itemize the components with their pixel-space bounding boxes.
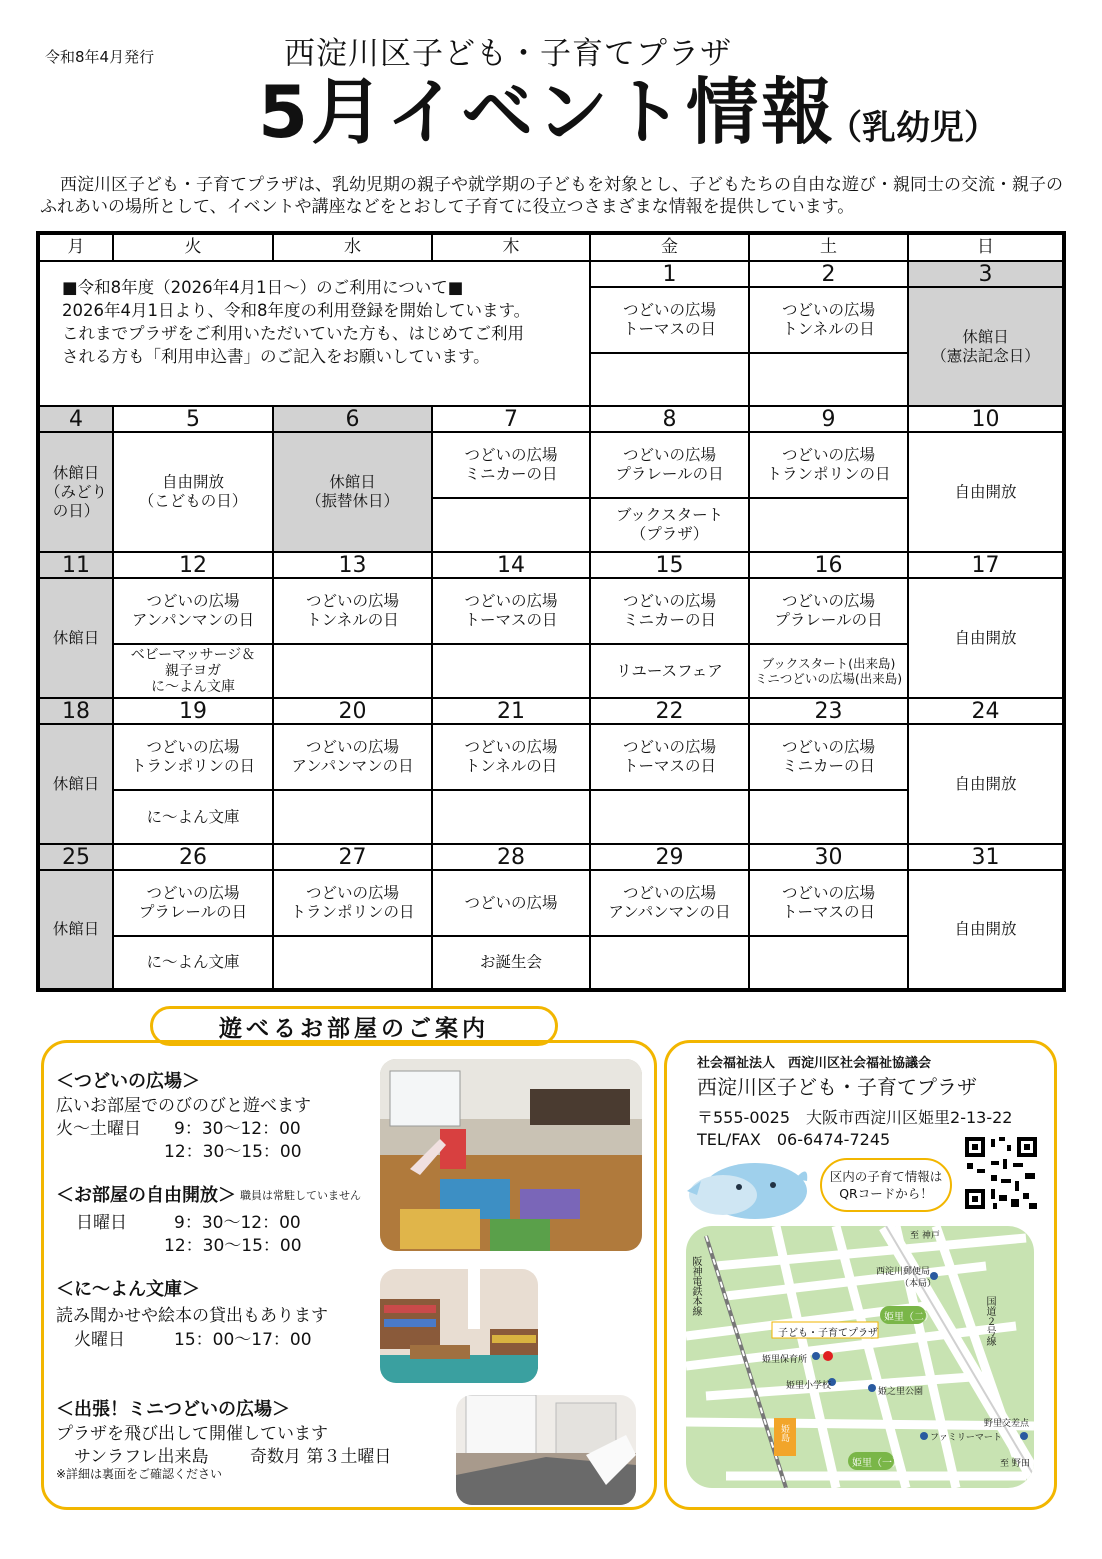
bunko-days: 火曜日 xyxy=(74,1330,125,1350)
notice-line: 2026年4月1日より、令和8年度の利用登録を開始しています。 xyxy=(62,301,531,320)
day-number-23-text: 23 xyxy=(814,698,843,724)
day-number-14 xyxy=(432,552,590,578)
day-event-9-a-text: つどいの広場 トランポリンの日 xyxy=(766,446,891,483)
day-event-20-a-text: つどいの広場 アンパンマンの日 xyxy=(291,738,414,775)
day-number-8 xyxy=(590,406,749,432)
day-event-8-a xyxy=(590,432,749,498)
day-event-17-text: 自由開放 xyxy=(954,628,1017,647)
plaza-tel: TEL/FAX 06-6474-7245 xyxy=(697,1130,891,1149)
day-number-9-text: 9 xyxy=(821,406,836,432)
day-event-24-text: 自由開放 xyxy=(954,774,1017,793)
day-number-19-text: 19 xyxy=(179,698,207,724)
day-event-7-a xyxy=(432,432,590,498)
day-event-15-a xyxy=(590,578,749,644)
mini-when: 奇数月 第３土曜日 xyxy=(250,1447,392,1467)
map-family-mart: ファミリーマート xyxy=(930,1433,1002,1443)
day-event-19-a-text: つどいの広場 トランポリンの日 xyxy=(130,738,255,775)
day-event-3 xyxy=(908,287,1063,406)
day-event-28-a-text: つどいの広場 xyxy=(464,893,558,912)
day-number-3-text: 3 xyxy=(978,261,993,287)
free-time-1: 9：30～12：00 xyxy=(174,1213,301,1233)
day-number-20 xyxy=(273,698,432,724)
day-number-28 xyxy=(432,844,590,870)
notice-line: される方も「利用申込書」のご記入をお願いしています。 xyxy=(62,347,490,366)
day-event-25-text: 休館日 xyxy=(52,920,100,938)
day-event-7-b xyxy=(432,498,590,552)
day-event-11-text: 休館日 xyxy=(52,628,100,647)
day-number-5 xyxy=(113,406,273,432)
tsudoi-days: 火～土曜日 xyxy=(56,1119,141,1139)
day-number-22-text: 22 xyxy=(655,698,684,724)
map-railway-line: 阪神電鉄本線 xyxy=(690,1256,701,1316)
map-to-kobe: 至 神戸 xyxy=(910,1231,940,1241)
day-number-18-text: 18 xyxy=(62,698,90,724)
weekday-4 xyxy=(590,234,749,261)
notice-line: ■令和8年度（2026年4月1日～）のご利用について■ xyxy=(62,278,464,297)
day-event-16-a xyxy=(749,578,908,644)
weekday-0 xyxy=(39,234,113,261)
day-number-1-text: 1 xyxy=(662,261,677,287)
intro-text: 西淀川区子ども・子育てプラザは、乳幼児期の親子や就学期の子どもを対象とし、子どもたちの自由な遊び・親同士の交流・親子のふれあいの場所として、イベントや講座などをとおして子育てに役立つさまざまな情報を提供しています。 xyxy=(40,175,1063,217)
map-station: 姫島 xyxy=(779,1424,789,1442)
bunko-desc: 読み聞かせや絵本の貸出もあります xyxy=(56,1306,328,1326)
whale-icon xyxy=(683,1151,813,1227)
map-post-office: 西淀川郵便局 xyxy=(876,1267,931,1277)
day-event-8-a-text: つどいの広場 プラレールの日 xyxy=(615,446,724,483)
org-name: 社会福祉法人 西淀川区社会福祉協議会 xyxy=(697,1056,932,1071)
day-number-18 xyxy=(39,698,113,724)
notice-box xyxy=(39,261,590,406)
day-number-25 xyxy=(39,844,113,870)
day-event-17 xyxy=(908,578,1063,698)
tsudoi-desc: 広いお部屋でのびのびと遊べます xyxy=(56,1096,311,1116)
day-event-23-a-text: つどいの広場 ミニカーの日 xyxy=(781,738,875,775)
mini-desc: プラザを飛び出して開催しています xyxy=(56,1424,328,1444)
qr-callout xyxy=(820,1158,952,1212)
day-event-16-a-text: つどいの広場 プラレールの日 xyxy=(774,592,883,629)
rooms-heading: 遊べるお部屋のご案内 xyxy=(150,1006,558,1046)
day-number-1 xyxy=(590,261,749,287)
day-number-12-text: 12 xyxy=(179,552,207,578)
day-number-7-text: 7 xyxy=(504,406,518,432)
mini-note: ※詳細は裏面をご確認ください xyxy=(56,1467,223,1481)
day-event-21-a-text: つどいの広場 トンネルの日 xyxy=(464,738,558,775)
day-event-26-a-text: つどいの広場 プラレールの日 xyxy=(138,884,248,921)
map-himesato-1: 姫里（一） xyxy=(852,1458,902,1469)
weekday-3 xyxy=(432,234,590,261)
day-number-6 xyxy=(273,406,432,432)
day-number-24 xyxy=(908,698,1063,724)
day-event-26-b-text: に～よん文庫 xyxy=(146,953,240,971)
weekday-0-text: 月 xyxy=(67,237,85,257)
day-event-7-a-text: つどいの広場 ミニカーの日 xyxy=(464,446,558,483)
day-event-15-a-text: つどいの広場 ミニカーの日 xyxy=(622,592,716,629)
day-event-1-a-text: つどいの広場 トーマスの日 xyxy=(622,301,716,338)
plaza-name: 西淀川区子ども・子育てプラザ xyxy=(284,36,732,72)
qr-note-line1: 区内の子育て情報は xyxy=(829,1169,943,1184)
day-number-14-text: 14 xyxy=(497,552,525,578)
day-event-23-b xyxy=(749,790,908,844)
day-number-16-text: 16 xyxy=(814,552,843,578)
map-route-2: 国道２号線 xyxy=(984,1296,995,1346)
day-number-29 xyxy=(590,844,749,870)
day-number-2-text: 2 xyxy=(821,261,836,287)
day-number-13 xyxy=(273,552,432,578)
day-event-14-b xyxy=(432,644,590,698)
day-event-19-a xyxy=(113,724,273,790)
day-number-30 xyxy=(749,844,908,870)
map-nursery: 姫里保育所 xyxy=(762,1355,808,1365)
day-event-12-b-text: ベビーマッサージ＆ 親子ヨガ に～よん文庫 xyxy=(130,647,256,695)
day-event-6-text: 休館日 （振替休日） xyxy=(305,473,399,510)
day-event-8-b-text: ブックスタート （プラザ） xyxy=(615,506,724,543)
day-event-6 xyxy=(273,432,432,552)
map-school: 姫里小学校 xyxy=(786,1381,832,1391)
day-event-12-b xyxy=(113,644,273,698)
day-number-21-text: 21 xyxy=(497,698,525,724)
tsudoi-title: ＜つどいの広場＞ xyxy=(56,1071,200,1092)
page-title: 5月イベント情報 xyxy=(258,70,837,154)
weekday-4-text: 金 xyxy=(661,237,678,257)
access-map xyxy=(686,1226,1034,1488)
day-number-15-text: 15 xyxy=(655,552,684,578)
bunko-time: 15：00～17：00 xyxy=(174,1330,312,1350)
weekday-5-text: 土 xyxy=(820,237,837,257)
weekday-6-text: 日 xyxy=(977,237,994,257)
day-event-10-text: 自由開放 xyxy=(954,482,1017,501)
day-number-27-text: 27 xyxy=(338,844,367,870)
day-event-30-a-text: つどいの広場 トーマスの日 xyxy=(781,884,875,921)
day-event-29-a xyxy=(590,870,749,936)
day-number-24-text: 24 xyxy=(971,698,1000,724)
day-event-5 xyxy=(113,432,273,552)
photo-bunko-room xyxy=(380,1269,538,1383)
day-event-29-b xyxy=(590,936,749,989)
day-number-31 xyxy=(908,844,1063,870)
qr-code-icon xyxy=(963,1135,1039,1211)
day-event-21-a xyxy=(432,724,590,790)
map-park: 姫之里公園 xyxy=(878,1387,924,1397)
day-event-27-b xyxy=(273,936,432,989)
day-event-30-a xyxy=(749,870,908,936)
issue-date: 令和8年4月発行 xyxy=(45,48,155,66)
day-event-18-text: 休館日 xyxy=(52,774,100,793)
day-event-2-a xyxy=(749,287,908,353)
day-number-4 xyxy=(39,406,113,432)
day-number-2 xyxy=(749,261,908,287)
day-event-22-b xyxy=(590,790,749,844)
day-event-16-b xyxy=(749,644,908,698)
page-subtitle: （乳幼児） xyxy=(828,108,998,148)
day-number-16 xyxy=(749,552,908,578)
photo-mini-room xyxy=(456,1395,636,1505)
day-event-30-b xyxy=(749,936,908,989)
day-number-6-text: 6 xyxy=(345,406,360,432)
day-event-15-b-text: リユースフェア xyxy=(616,661,723,680)
day-number-11 xyxy=(39,552,113,578)
day-number-10-text: 10 xyxy=(971,406,1000,432)
day-event-11 xyxy=(39,578,113,698)
day-event-15-b xyxy=(590,644,749,698)
day-event-14-a xyxy=(432,578,590,644)
day-number-15 xyxy=(590,552,749,578)
free-time-2: 12：30～15：00 xyxy=(164,1236,302,1256)
day-event-10 xyxy=(908,432,1063,552)
day-event-22-a-text: つどいの広場 トーマスの日 xyxy=(622,738,716,775)
day-number-5-text: 5 xyxy=(186,406,200,432)
day-event-18 xyxy=(39,724,113,844)
mini-place: サンラフレ出来島 xyxy=(74,1447,209,1467)
day-event-4-text: 休館日 （みどり の日） xyxy=(44,463,107,520)
day-event-27-a xyxy=(273,870,432,936)
weekday-2-text: 水 xyxy=(344,237,361,257)
day-event-13-b xyxy=(273,644,432,698)
day-number-17 xyxy=(908,552,1063,578)
weekday-1-text: 火 xyxy=(184,237,202,257)
day-event-9-a xyxy=(749,432,908,498)
day-event-19-b-text: に～よん文庫 xyxy=(146,807,240,826)
map-noda-crossing: 野里交差点 xyxy=(984,1419,1030,1429)
day-number-7 xyxy=(432,406,590,432)
day-event-2-b xyxy=(749,353,908,406)
photo-tsudoi-room xyxy=(380,1059,642,1251)
day-number-11-text: 11 xyxy=(62,552,90,578)
day-number-25-text: 25 xyxy=(62,844,90,870)
day-event-13-a-text: つどいの広場 トンネルの日 xyxy=(305,592,399,629)
qr-note-line2: QRコードから！ xyxy=(839,1186,933,1201)
day-event-14-a-text: つどいの広場 トーマスの日 xyxy=(464,592,558,629)
weekday-5 xyxy=(749,234,908,261)
day-event-28-b-text: お誕生会 xyxy=(479,953,542,971)
day-number-26 xyxy=(113,844,273,870)
day-number-31-text: 31 xyxy=(971,844,1000,870)
day-number-3 xyxy=(908,261,1063,287)
day-number-30-text: 30 xyxy=(814,844,843,870)
day-event-13-a xyxy=(273,578,432,644)
weekday-3-text: 木 xyxy=(502,237,520,257)
day-event-27-a-text: つどいの広場 トランポリンの日 xyxy=(290,884,415,921)
day-event-9-b xyxy=(749,498,908,552)
day-number-8-text: 8 xyxy=(662,406,677,432)
day-event-12-a xyxy=(113,578,273,644)
map-himesato-2: 姫里（二） xyxy=(884,1312,934,1323)
weekday-6 xyxy=(908,234,1063,261)
mini-title: ＜出張！ミニつどいの広場＞ xyxy=(56,1399,290,1420)
day-event-20-a xyxy=(273,724,432,790)
day-event-5-text: 自由開放 （こどもの日） xyxy=(138,473,248,510)
day-event-24 xyxy=(908,724,1063,844)
day-number-12 xyxy=(113,552,273,578)
day-number-28-text: 28 xyxy=(497,844,525,870)
day-number-20-text: 20 xyxy=(338,698,367,724)
free-note: 職員は常駐していません xyxy=(240,1189,361,1202)
day-event-31 xyxy=(908,870,1063,989)
day-event-28-b xyxy=(432,936,590,989)
day-event-28-a xyxy=(432,870,590,936)
bunko-title: ＜に～よん文庫＞ xyxy=(56,1279,200,1300)
day-number-23 xyxy=(749,698,908,724)
map-to-noda: 至 野田 xyxy=(1000,1459,1030,1469)
day-number-26-text: 26 xyxy=(179,844,207,870)
day-event-26-b xyxy=(113,936,273,989)
day-event-12-a-text: つどいの広場 アンパンマンの日 xyxy=(131,592,255,629)
day-event-16-b-text: ブックスタート(出来島) ミニつどいの広場(出来島) xyxy=(754,656,903,686)
day-number-21 xyxy=(432,698,590,724)
day-event-22-a xyxy=(590,724,749,790)
event-calendar xyxy=(36,231,1066,992)
weekday-1 xyxy=(113,234,273,261)
free-title: ＜お部屋の自由開放＞ xyxy=(56,1185,236,1206)
day-event-1-a xyxy=(590,287,749,353)
day-event-29-a-text: つどいの広場 アンパンマンの日 xyxy=(608,884,731,921)
day-event-26-a xyxy=(113,870,273,936)
tsudoi-time-1: 9：30～12：00 xyxy=(174,1119,301,1139)
notice-line: これまでプラザをご利用いただいていた方も、はじめてご利用 xyxy=(62,324,524,343)
day-event-2-a-text: つどいの広場 トンネルの日 xyxy=(781,301,875,338)
free-days: 日曜日 xyxy=(76,1213,127,1233)
plaza-address: 〒555-0025 大阪市西淀川区姫里2-13-22 xyxy=(697,1108,1013,1127)
day-event-25 xyxy=(39,870,113,989)
weekday-2 xyxy=(273,234,432,261)
plaza-info-name: 西淀川区子ども・子育てプラザ xyxy=(697,1075,977,1099)
day-number-10 xyxy=(908,406,1063,432)
day-number-4-text: 4 xyxy=(69,406,83,432)
day-number-27 xyxy=(273,844,432,870)
day-number-29-text: 29 xyxy=(655,844,684,870)
day-event-1-b xyxy=(590,353,749,406)
day-number-9 xyxy=(749,406,908,432)
day-event-4 xyxy=(39,432,113,552)
day-event-20-b xyxy=(273,790,432,844)
day-event-23-a xyxy=(749,724,908,790)
day-number-17-text: 17 xyxy=(971,552,1000,578)
day-number-13-text: 13 xyxy=(338,552,367,578)
day-event-19-b xyxy=(113,790,273,844)
day-event-8-b xyxy=(590,498,749,552)
day-number-19 xyxy=(113,698,273,724)
map-post-office-sub: （本局） xyxy=(900,1279,937,1289)
day-event-3-text: 休館日 （憲法記念日） xyxy=(931,327,1040,365)
tsudoi-time-2: 12：30～15：00 xyxy=(164,1142,302,1162)
day-event-31-text: 自由開放 xyxy=(954,920,1017,938)
map-plaza-label: 子ども・子育てプラザ xyxy=(778,1328,878,1339)
day-number-22 xyxy=(590,698,749,724)
day-event-21-b xyxy=(432,790,590,844)
rooms-box xyxy=(41,1040,657,1510)
